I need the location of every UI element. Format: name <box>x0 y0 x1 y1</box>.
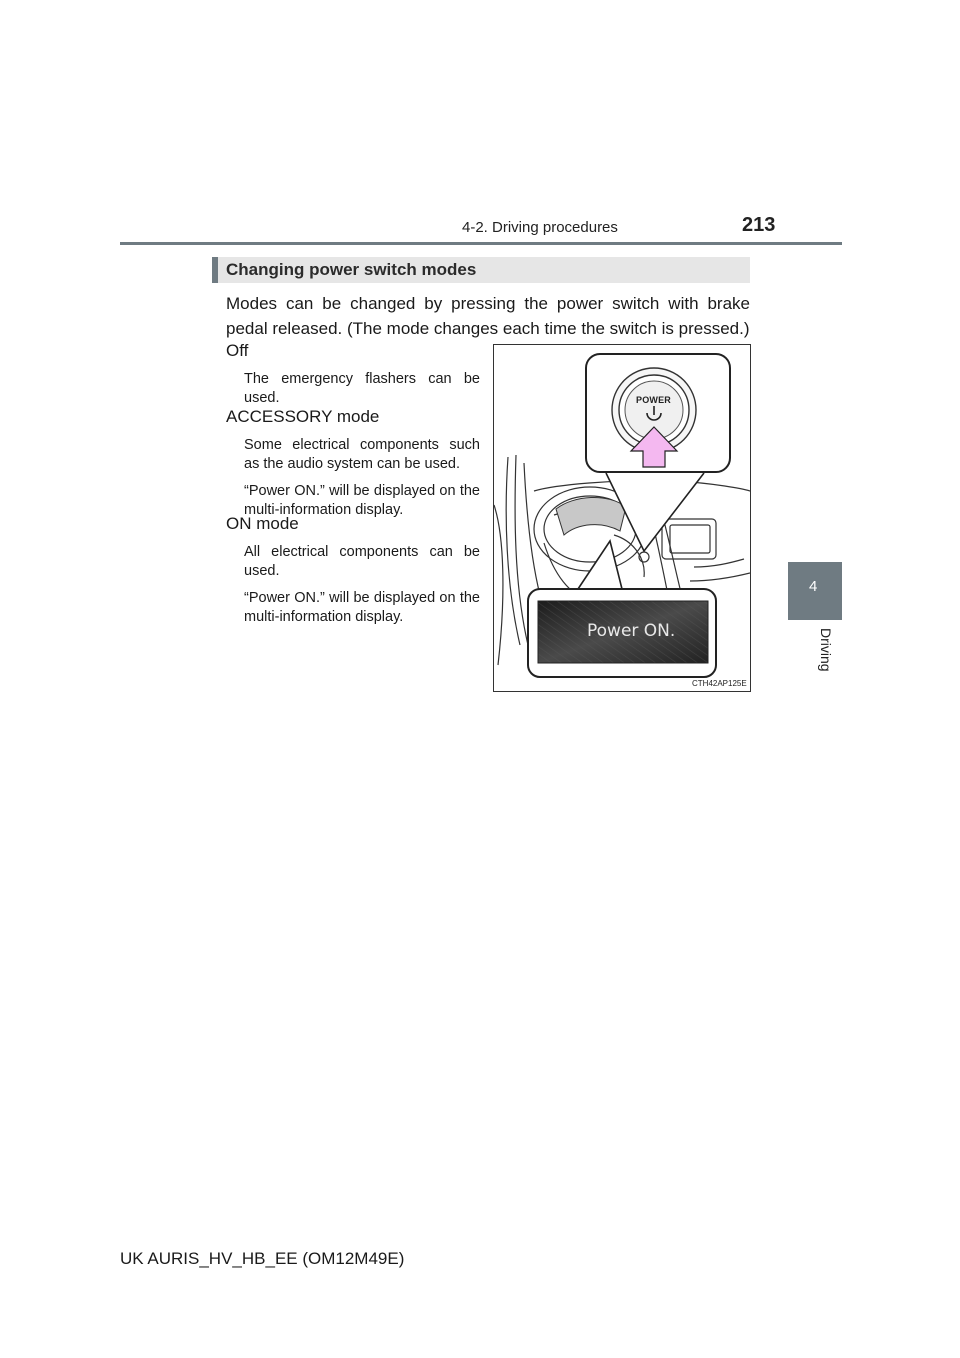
illustration-code: CTH42AP125E <box>692 679 747 688</box>
power-button-label: POWER <box>636 395 672 405</box>
title-accent <box>212 257 218 283</box>
mode-description: All electrical components can be used. <box>244 544 480 579</box>
mode-name: ACCESSORY mode <box>226 407 380 426</box>
mode-description: Some electrical components such as the audio system can be used. <box>244 437 480 472</box>
intro-paragraph: Modes can be changed by pressing the power switch with brake pedal released. (The mode changes each time the switch is pressed.) <box>226 294 750 338</box>
chapter-label <box>820 628 840 688</box>
section-title-bar <box>212 257 750 283</box>
mode-on <box>226 514 484 627</box>
chapter-tab[interactable] <box>788 562 842 620</box>
mode-name: ON mode <box>226 514 299 533</box>
mode-off <box>226 341 484 408</box>
mode-description: The emergency flashers can be used. <box>244 371 480 406</box>
section-title: Changing power switch modes <box>226 260 477 279</box>
chapter-label-text: Driving <box>818 628 834 672</box>
running-header <box>0 0 960 250</box>
display-callout-leader <box>578 541 622 589</box>
footer-doc-id: UK AURIS_HV_HB_EE (OM12M49E) <box>120 1249 405 1268</box>
header-rule <box>120 242 842 245</box>
header-section: 4-2. Driving procedures <box>462 219 618 236</box>
illustration-frame <box>493 344 751 692</box>
mode-accessory <box>226 407 484 520</box>
mode-description: “Power ON.” will be displayed on the multi-information display. <box>244 483 480 518</box>
page-number: 213 <box>742 214 776 236</box>
mode-description: “Power ON.” will be displayed on the multi-information display. <box>244 590 480 625</box>
mode-name: Off <box>226 341 249 360</box>
display-message: Power ON. <box>587 621 676 641</box>
chapter-number: 4 <box>809 578 818 595</box>
